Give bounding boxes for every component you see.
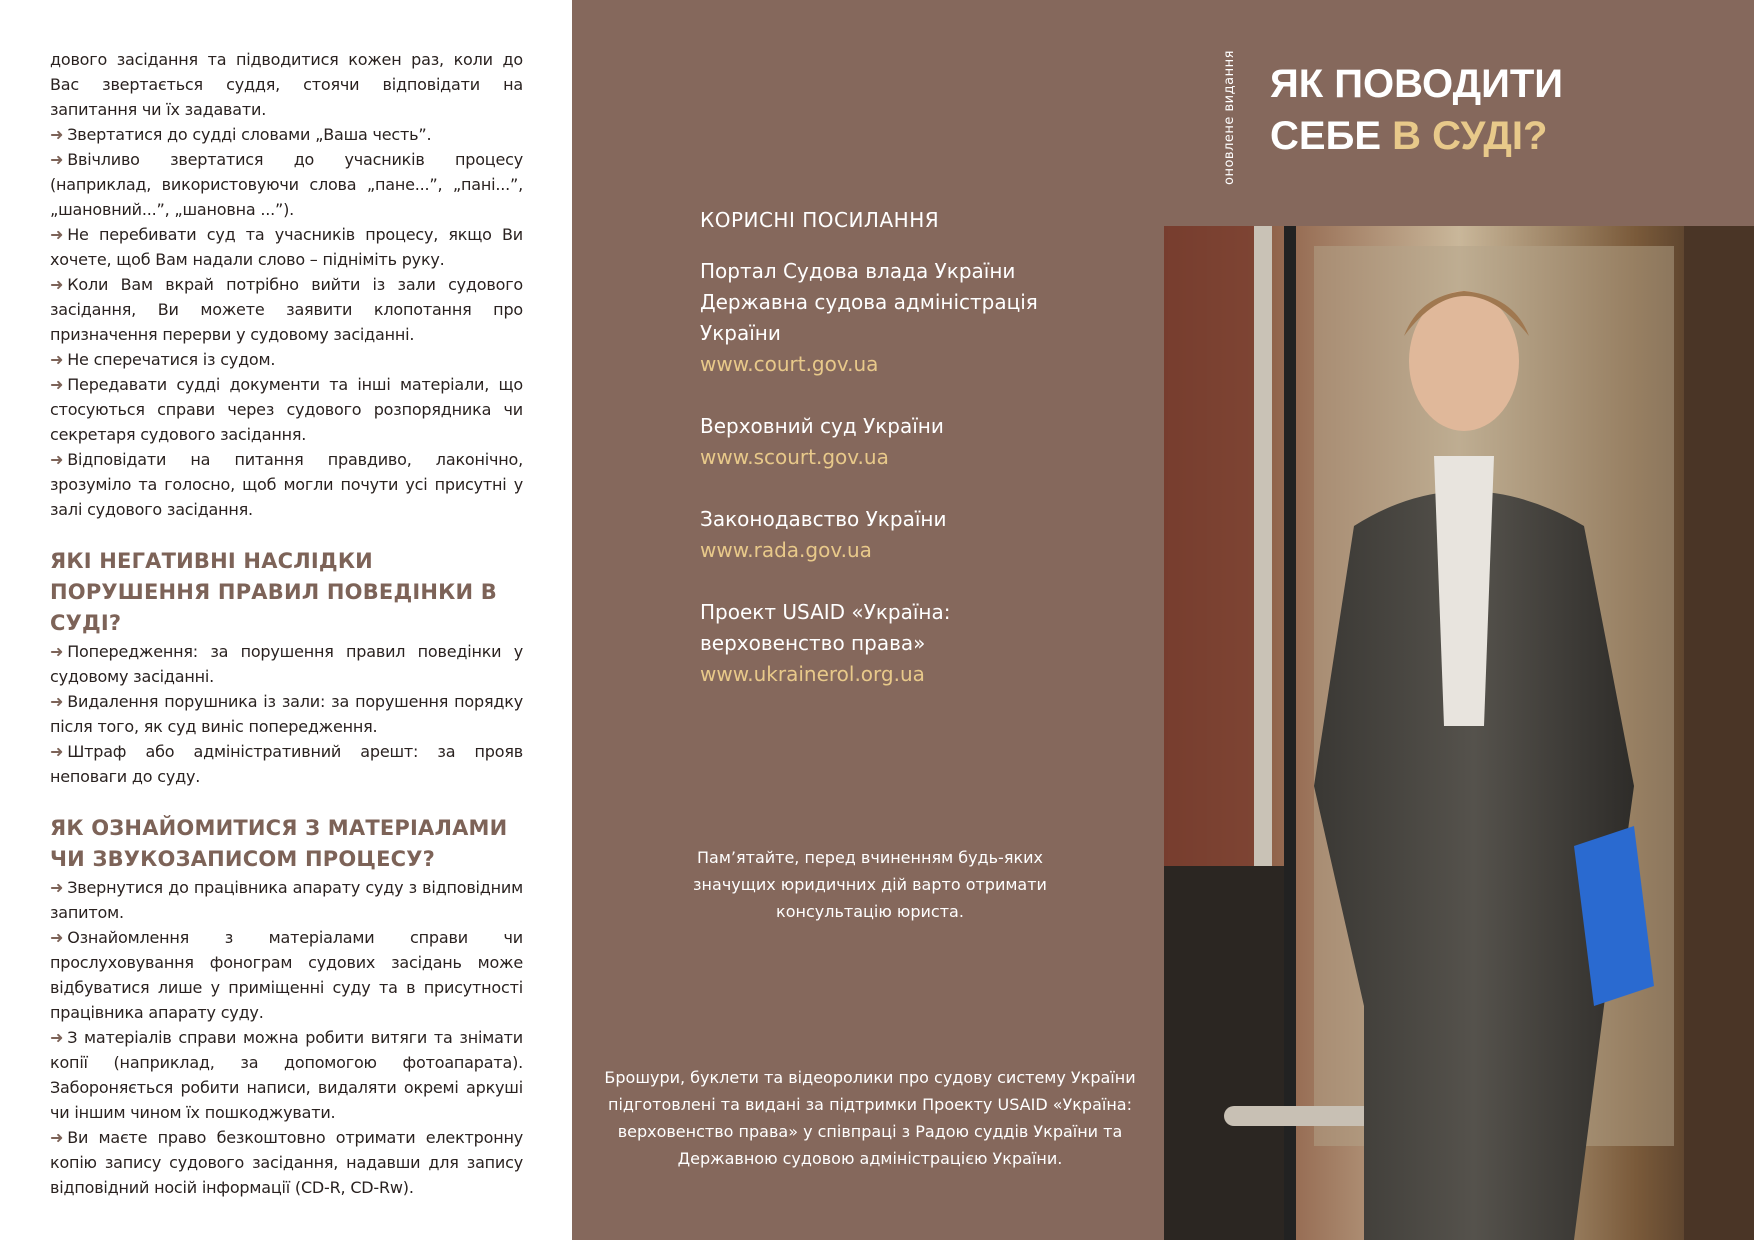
link-group bbox=[700, 256, 1038, 380]
rule-item bbox=[50, 147, 523, 222]
link-org-name: Портал Судова влада України bbox=[700, 259, 1016, 283]
consequence-item bbox=[50, 689, 523, 739]
arrow-bullet-icon: ➜ bbox=[50, 350, 64, 369]
title-line-2-gold: В СУДІ? bbox=[1392, 114, 1548, 158]
lawyer-note: Пам’ятайте, перед вчиненням будь-яких значущих юридичних дій варто отримати консультацію юриста. bbox=[693, 848, 1047, 921]
list-item-text: Попередження: за порушення правил поведінки у судовому засіданні. bbox=[50, 642, 523, 686]
materials-list bbox=[50, 875, 523, 1200]
link-org-name: Проект USAID «Україна: bbox=[700, 600, 951, 624]
consequence-item bbox=[50, 639, 523, 689]
consequence-item bbox=[50, 739, 523, 789]
cover-photo bbox=[1164, 226, 1754, 1240]
rule-item bbox=[50, 372, 523, 447]
arrow-bullet-icon: ➜ bbox=[50, 125, 64, 144]
section-heading-consequences: ЯКІ НЕГАТИВНІ НАСЛІДКИ ПОРУШЕННЯ ПРАВИЛ ПОВЕДІНКИ В СУДІ? bbox=[50, 549, 498, 635]
arrow-bullet-icon: ➜ bbox=[50, 928, 64, 947]
list-item-text: Ви маєте право безкоштовно отримати електронну копію запису судового засідання, надавши для запису відповідний носій інформації (CD-R, CD-Rw). bbox=[50, 1128, 523, 1197]
rule-item bbox=[50, 222, 523, 272]
list-item-text: Не перебивати суд та учасників процесу, якщо Ви хочете, щоб Вам надали слово – підніміть руку. bbox=[50, 225, 523, 269]
consequences-list bbox=[50, 639, 523, 789]
rule-item bbox=[50, 347, 523, 372]
list-item-text: Передавати судді документи та інші матеріали, що стосуються справи через судового розпорядника чи секретаря судового засідання. bbox=[50, 375, 523, 444]
arrow-bullet-icon: ➜ bbox=[50, 450, 64, 469]
text-column bbox=[50, 47, 523, 1200]
conduct-rules-list bbox=[50, 122, 523, 522]
list-item-text: Ввічливо звертатися до учасників процесу (наприклад, використовуючи слова „пане...”, „пані...”, „шановний...”, „шановна ...”). bbox=[50, 150, 523, 219]
list-item-text: Звернутися до працівника апарату суду з відповідним запитом. bbox=[50, 878, 523, 922]
arrow-bullet-icon: ➜ bbox=[50, 1128, 64, 1147]
list-item-text: Відповідати на питання правдиво, лаконічно, зрозуміло та голосно, щоб могли почути усі присутні у залі судового засідання. bbox=[50, 450, 523, 519]
materials-item bbox=[50, 875, 523, 925]
arrow-bullet-icon: ➜ bbox=[50, 742, 64, 761]
list-item-text: Коли Вам вкрай потрібно вийти із зали судового засідання, Ви можете заявити клопотання про призначення перерви у судовому засіданні. bbox=[50, 275, 523, 344]
link-url[interactable]: www.scourt.gov.ua bbox=[700, 445, 889, 469]
link-url[interactable]: www.ukrainerol.org.ua bbox=[700, 662, 925, 686]
link-org-name: Законодавство України bbox=[700, 507, 947, 531]
arrow-bullet-icon: ➜ bbox=[50, 878, 64, 897]
materials-item bbox=[50, 1025, 523, 1125]
list-item-text: Звертатися до судді словами „Ваша честь”. bbox=[67, 125, 432, 144]
link-group bbox=[700, 504, 1038, 566]
link-org-name: Верховний суд України bbox=[700, 414, 944, 438]
arrow-bullet-icon: ➜ bbox=[50, 1028, 64, 1047]
useful-links bbox=[700, 205, 1038, 721]
link-org-name: Державна судова адміністрація bbox=[700, 290, 1038, 314]
list-item-text: З матеріалів справи можна робити витяги та знімати копії (наприклад, за допомогою фотоапарата). Забороняється робити написи, видаляти окремі аркуші чи іншим чином їх пошкоджувати. bbox=[50, 1028, 523, 1122]
arrow-bullet-icon: ➜ bbox=[50, 375, 64, 394]
man-in-suit-photo bbox=[1164, 226, 1754, 1240]
materials-item bbox=[50, 925, 523, 1025]
arrow-bullet-icon: ➜ bbox=[50, 225, 64, 244]
link-group bbox=[700, 411, 1038, 473]
title-line-1: ЯК ПОВОДИТИ bbox=[1270, 62, 1564, 106]
arrow-bullet-icon: ➜ bbox=[50, 642, 64, 661]
link-group bbox=[700, 597, 1038, 690]
materials-item bbox=[50, 1125, 523, 1200]
links-heading: КОРИСНІ ПОСИЛАННЯ bbox=[700, 208, 940, 232]
section-heading-materials: ЯК ОЗНАЙОМИТИСЯ З МАТЕРІАЛАМИ ЧИ ЗВУКОЗАПИСОМ ПРОЦЕСУ? bbox=[50, 816, 508, 871]
list-item-text: Видалення порушника із зали: за порушення порядку після того, як суд виніс попередження. bbox=[50, 692, 523, 736]
arrow-bullet-icon: ➜ bbox=[50, 150, 64, 169]
publication-credit: Брошури, буклети та відеоролики про судову систему України підготовлені та видані за підтримки Проекту USAID «Україна: верховенство права» у співпраці з Радою суддів України та Державною судовою адміністрацією України. bbox=[604, 1068, 1136, 1168]
arrow-bullet-icon: ➜ bbox=[50, 275, 64, 294]
link-org-name: верховенство права» bbox=[700, 631, 926, 655]
list-item-text: Штраф або адміністративний арешт: за прояв неповаги до суду. bbox=[50, 742, 523, 786]
intro-paragraph: дового засідання та підводитися кожен раз, коли до Вас звертається суддя, стоячи відповідати на запитання чи їх задавати. bbox=[50, 50, 523, 119]
cover-title bbox=[1270, 58, 1563, 162]
arrow-bullet-icon: ➜ bbox=[50, 692, 64, 711]
rule-item bbox=[50, 122, 523, 147]
rule-item bbox=[50, 272, 523, 347]
link-url[interactable]: www.court.gov.ua bbox=[700, 352, 879, 376]
edition-label: оновлене видання bbox=[1222, 50, 1237, 185]
link-url[interactable]: www.rada.gov.ua bbox=[700, 538, 872, 562]
inner-left-page bbox=[0, 0, 572, 1240]
link-org-name: України bbox=[700, 321, 781, 345]
title-line-2-white: СЕБЕ bbox=[1270, 114, 1381, 158]
list-item-text: Ознайомлення з матеріалами справи чи прослуховування фонограм судових засідань може відбуватися лише у приміщенні суду та в присутності працівника апарату суду. bbox=[50, 928, 523, 1022]
rule-item bbox=[50, 447, 523, 522]
list-item-text: Не сперечатися із судом. bbox=[67, 350, 276, 369]
